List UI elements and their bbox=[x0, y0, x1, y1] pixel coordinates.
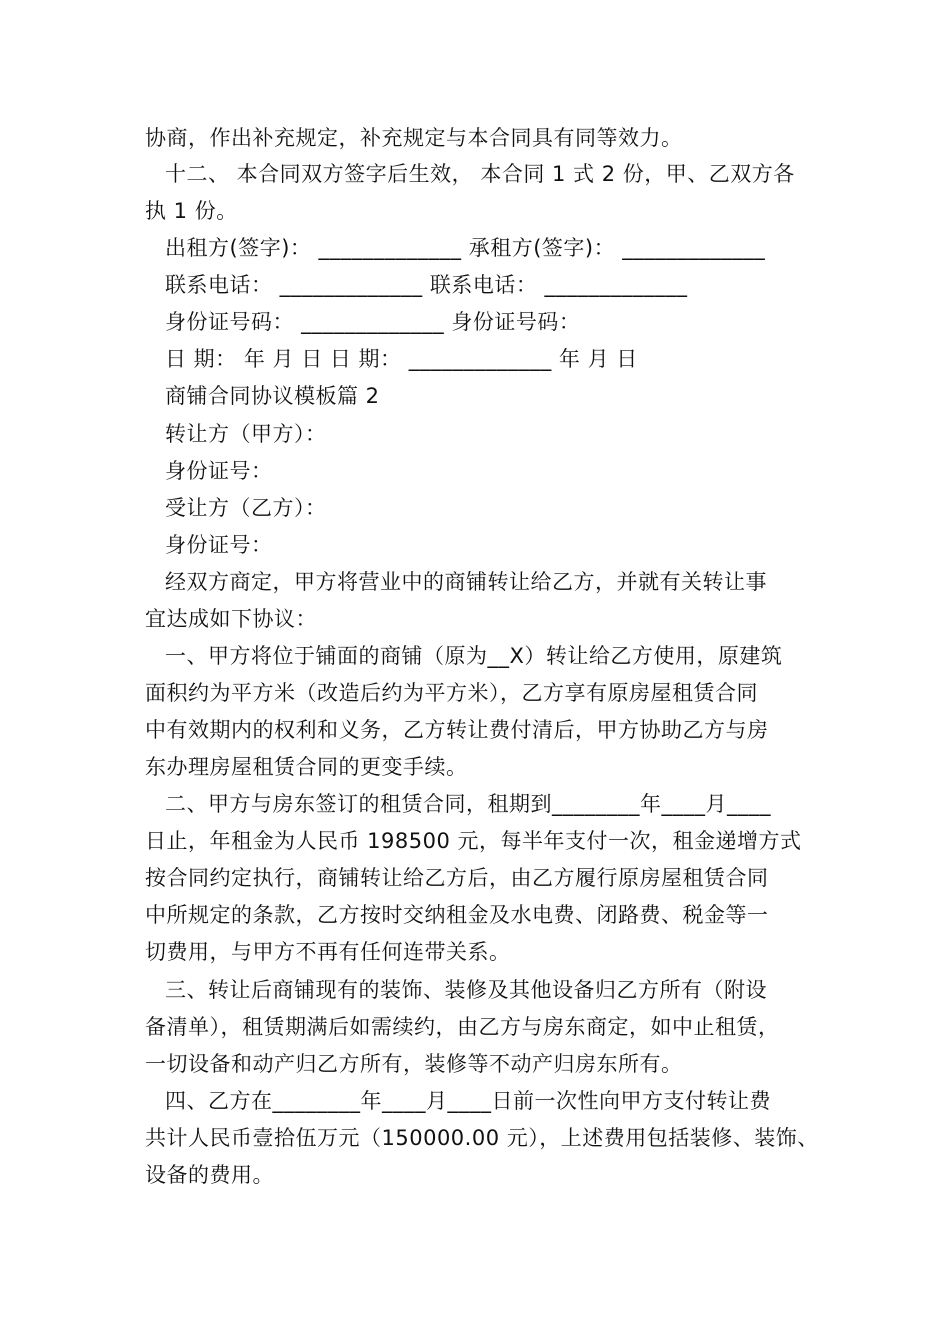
text-line: 日 期： 年 月 日 日 期： _____________ 年 月 日 bbox=[165, 347, 638, 371]
text-line: 切费用，与甲方不再有任何连带关系。 bbox=[145, 940, 511, 964]
text-line: 十二、 本合同双方签字后生效， 本合同 1 式 2 份，甲、乙双方各 bbox=[165, 162, 795, 186]
text-line: 东办理房屋租赁合同的更变手续。 bbox=[145, 755, 468, 779]
text-line: 转让方（甲方）： bbox=[165, 422, 327, 446]
text-line: 面积约为平方米（改造后约为平方米），乙方享有原房屋租赁合同 bbox=[145, 681, 758, 705]
text-line: 中所规定的条款，乙方按时交纳租金及水电费、闭路费、税金等一 bbox=[145, 903, 769, 927]
text-line: 协商，作出补充规定，补充规定与本合同具有同等效力。 bbox=[145, 126, 683, 150]
text-line: 按合同约定执行，商铺转让给乙方后，由乙方履行原房屋租赁合同 bbox=[145, 866, 769, 890]
text-line: 一、甲方将位于铺面的商铺（原为__X）转让给乙方使用，原建筑 bbox=[165, 644, 783, 668]
text-line: 出租方(签字)： _____________ 承租方(签字)： _____________ bbox=[165, 236, 766, 260]
text-line: 三、转让后商铺现有的装饰、装修及其他设备归乙方所有（附设 bbox=[165, 978, 767, 1002]
text-line: 受让方（乙方）： bbox=[165, 496, 327, 520]
text-line: 共计人民币壹拾伍万元（150000.00 元），上述费用包括装修、装饰、 bbox=[145, 1126, 819, 1150]
text-line: 二、甲方与房东签订的租赁合同，租期到________年____月____ bbox=[165, 792, 771, 816]
text-line: 中有效期内的权利和义务，乙方转让费付清后，甲方协助乙方与房 bbox=[145, 718, 769, 742]
text-line: 身份证号： bbox=[165, 459, 273, 483]
text-line: 联系电话： _____________ 联系电话： _____________ bbox=[165, 273, 688, 297]
text-line: 设备的费用。 bbox=[145, 1163, 274, 1187]
section-heading: 商铺合同协议模板篇 2 bbox=[165, 384, 380, 408]
text-line: 身份证号码： _____________ 身份证号码： bbox=[165, 310, 581, 334]
text-line: 经双方商定，甲方将营业中的商铺转让给乙方，并就有关转让事 bbox=[165, 570, 767, 594]
text-line: 宜达成如下协议： bbox=[145, 607, 317, 631]
text-line: 四、乙方在________年____月____日前一次性向甲方支付转让费 bbox=[165, 1089, 771, 1113]
text-line: 身份证号： bbox=[165, 533, 273, 557]
text-line: 日止，年租金为人民币 198500 元，每半年支付一次，租金递增方式 bbox=[145, 829, 802, 853]
text-line: 执 1 份。 bbox=[145, 199, 238, 223]
text-line: 备清单），租赁期满后如需续约，由乙方与房东商定，如中止租赁， bbox=[145, 1015, 780, 1039]
text-line: 一切设备和动产归乙方所有，装修等不动产归房东所有。 bbox=[145, 1052, 683, 1076]
